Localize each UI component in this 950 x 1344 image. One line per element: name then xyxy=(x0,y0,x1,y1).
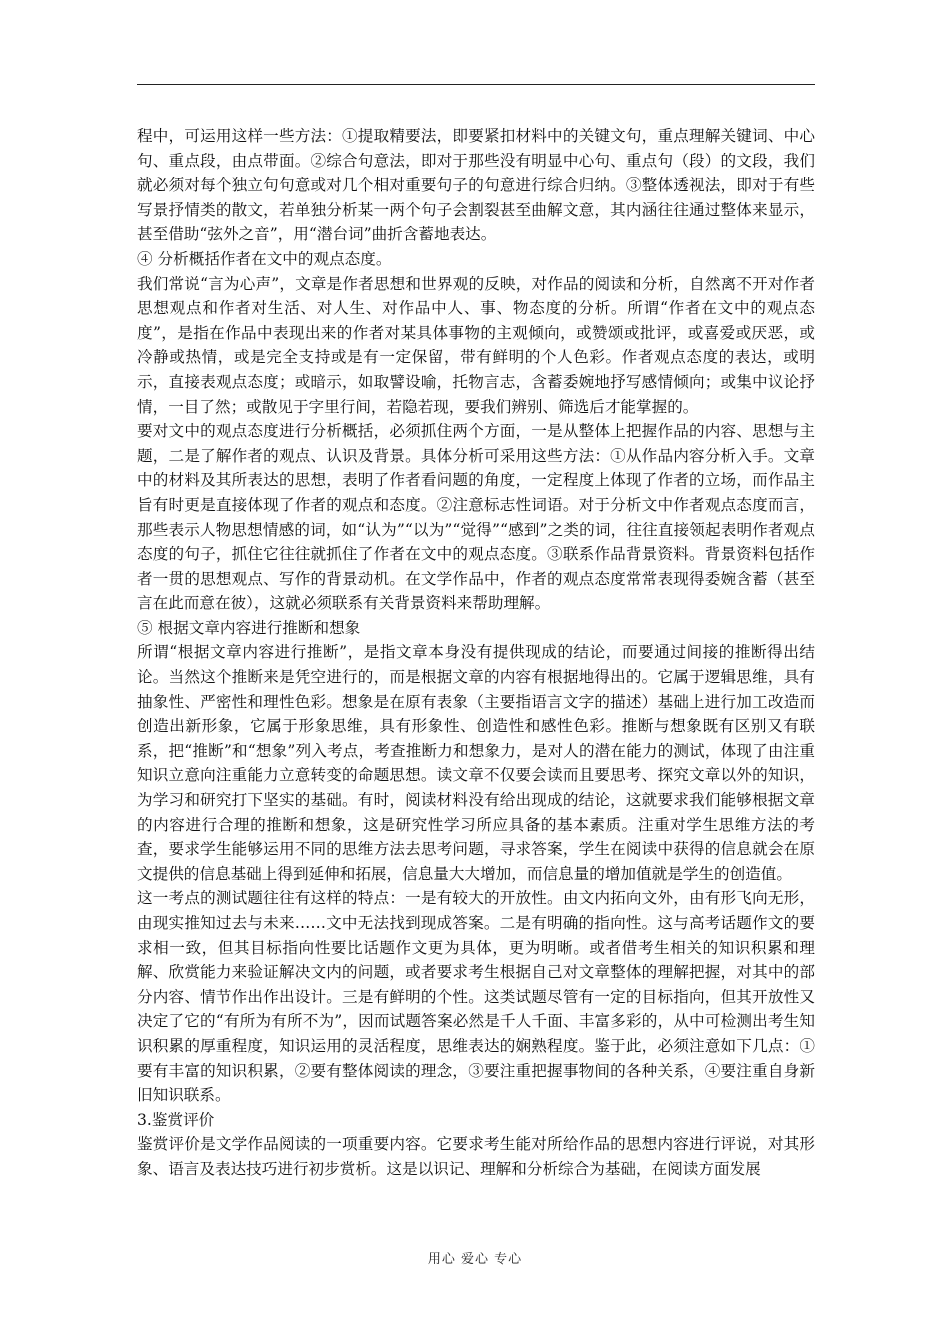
paragraph-viewpoint-methods: 要对文中的观点态度进行分析概括，必须抓住两个方面，一是从整体上把握作品的内容、思想与主题，二是了解作者的观点、认识及背景。具体分析可采用这些方法：①从作品内容分析入手。文章中的材料及其所表达的思想，表明了作者看问题的角度，一定程度上体现了作者的立场，而作品主旨有时更是直接体现了作者的观点和态度。②注意标志性词语。对于分析文中作者观点态度而言，那些表示人物思想情感的词，如“认为”“以为”“觉得”“感到”之类的词，往往直接领起表明作者观点态度的句子，抓住它往往就抓住了作者在文中的观点态度。③联系作品背景资料。背景资料包括作者一贯的思想观点、写作的背景动机。在文学作品中，作者的观点态度常常表现得委婉含蓄（甚至言在此而意在彼），这就必须联系有关背景资料来帮助理解。 xyxy=(137,422,815,613)
paragraph-inference: 所谓“根据文章内容进行推断”，是指文章本身没有提供现成的结论，而要通过间接的推断得出结论。当然这个推断来是凭空进行的，而是根据文章的内容有根据地得出的。它属于逻辑思维，具有抽象性、严密性和理性色彩。想象是在原有表象（主要指语言文字的描述）基础上进行加工改造而创造出新形象，它属于形象思维，具有形象性、创造性和感性色彩。推断与想象既有区别又有联系，把“推断”和“想象”列入考点，考查推断力和想象力，是对人的潜在能力的测试，体现了由注重知识立意向注重能力立意转变的命题思想。读文章不仅要会读而且要思考、探究文章以外的知识，为学习和研究打下坚实的基础。有时，阅读材料没有给出现成的结论，这就要求我们能够根据文章的内容进行合理的推断和想象，这是研究性学习所应具备的基本素质。注重对学生思维方法的考查，要求学生能够运用不同的思维方法去思考问题，寻求答案，学生在阅读中获得的信息就会在原文提供的信息基础上得到延伸和拓展，信息量大大增加，而信息量的增加值就是学生的创造值。 xyxy=(137,643,815,883)
header-rule xyxy=(137,84,815,85)
heading-appreciation: 3.鉴赏评价 xyxy=(137,1110,215,1129)
paragraph-test-features: 这一考点的测试题往往有这样的特点：一是有较大的开放性。由文内拓向文外，由有形飞向无形，由现实推知过去与未来……文中无法找到现成答案。二是有明确的指向性。这与高考话题作文的要求相一致，但其目标指向性要比话题作文更为具体，更为明晰。或者借考生相关的知识积累和理解、欣赏能力来验证解决文内的问题，或者要求考生根据自己对文章整体的理解把握，对其中的部分内容、情节作出作出设计。三是有鲜明的个性。这类试题尽管有一定的目标指向，但其开放性又决定了它的“有所为有所不为”，因而试题答案必然是千人千面、丰富多彩的，从中可检测出考生知识积累的厚重程度，知识运用的灵活程度，思维表达的娴熟程度。鉴于此，必须注意如下几点：①要有丰富的知识积累，②要有整体阅读的理念，③要注重把握事物间的各种关系，④要注重自身新旧知识联系。 xyxy=(137,889,815,1105)
heading-inference-imagination: ⑤ 根据文章内容进行推断和想象 xyxy=(137,618,361,637)
page-footer: 用心 爱心 专心 xyxy=(427,1252,523,1267)
paragraph-methods: 程中，可运用这样一些方法：①提取精要法，即要紧扣材料中的关键文句，重点理解关键词、中心句、重点段，由点带面。②综合句意法，即对于那些没有明显中心句、重点句（段）的文段，我们就必须对每个独立句句意或对几个相对重要句子的句意进行综合归纳。③整体透视法，即对于有些写景抒情类的散文，若单独分析某一两个句子会割裂甚至曲解文意，其内涵往往通过整体来显示，甚至借助“弦外之音”，用“潜台词”曲折含蓄地表达。 xyxy=(137,127,815,244)
document-body xyxy=(137,124,815,1182)
paragraph-appreciation: 鉴赏评价是文学作品阅读的一项重要内容。它要求考生能对所给作品的思想内容进行评说，对其形象、语言及表达技巧进行初步赏析。这是以识记、理解和分析综合为基础，在阅读方面发展 xyxy=(137,1135,815,1178)
heading-author-viewpoint: ④ 分析概括作者在文中的观点态度。 xyxy=(137,249,392,268)
paragraph-viewpoint-intro: 我们常说“言为心声”，文章是作者思想和世界观的反映，对作品的阅读和分析，自然离不开对作者思想观点和作者对生活、对人生、对作品中人、事、物态度的分析。所谓“作者在文中的观点态度”，是指在作品中表现出来的作者对某具体事物的主观倾向，或赞颂或批评，或喜爱或厌恶，或冷静或热情，或是完全支持或是有一定保留，带有鲜明的个人色彩。作者观点态度的表达，或明示，直接表观点态度；或暗示，如取譬设喻，托物言志，含蓄委婉地抒写感情倾向；或集中议论抒情，一目了然；或散见于字里行间，若隐若现，要我们辨别、筛选后才能掌握的。 xyxy=(137,274,815,416)
